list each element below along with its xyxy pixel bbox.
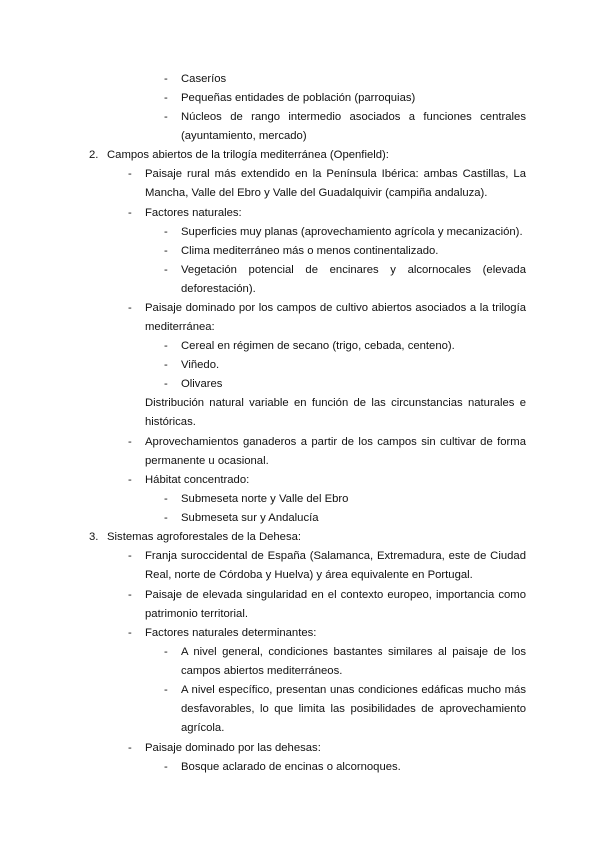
bullet-dash: -: [128, 589, 132, 601]
bullet-dash: -: [128, 742, 132, 754]
bullet-dash: -: [164, 359, 168, 371]
list-item-continuation: (ayuntamiento, mercado): [181, 130, 307, 142]
bullet-dash: -: [128, 436, 132, 448]
bullet-dash: -: [164, 92, 168, 104]
bullet-dash: -: [164, 226, 168, 238]
list-item: Clima mediterráneo más o menos continentalizado.: [181, 245, 439, 257]
list-item: Cereal en régimen de secano (trigo, cebada, centeno).: [181, 340, 455, 352]
bullet-dash: -: [164, 512, 168, 524]
list-item: Factores naturales determinantes:: [145, 627, 317, 639]
bullet-dash: -: [128, 168, 132, 180]
list-item-continuation: permanente u ocasional.: [145, 455, 269, 467]
list-item: Olivares: [181, 378, 223, 390]
list-item: Submeseta norte y Valle del Ebro: [181, 493, 349, 505]
list-item: Superficies muy planas (aprovechamiento agrícola y mecanización).: [181, 226, 523, 238]
list-item: Bosque aclarado de encinas o alcornoques.: [181, 761, 401, 773]
paragraph-continuation: históricas.: [145, 416, 196, 428]
list-item-continuation: agrícola.: [181, 722, 225, 734]
list-item: Paisaje dominado por los campos de cultivo abiertos asociados a la trilogía: [145, 302, 526, 314]
section-heading: Sistemas agroforestales de la Dehesa:: [107, 531, 302, 543]
section-number: 3.: [89, 531, 99, 543]
bullet-dash: -: [164, 378, 168, 390]
bullet-dash: -: [128, 474, 132, 486]
bullet-dash: -: [164, 684, 168, 696]
list-item-continuation: desfavorables, lo que limita las posibilidades de aprovechamiento: [181, 703, 526, 715]
list-item-continuation: patrimonio territorial.: [145, 608, 248, 620]
list-item: Pequeñas entidades de población (parroquias): [181, 92, 416, 104]
paragraph: Distribución natural variable en función de las circunstancias naturales e: [145, 397, 526, 409]
bullet-dash: -: [164, 73, 168, 85]
list-item: Submeseta sur y Andalucía: [181, 512, 319, 524]
bullet-dash: -: [164, 111, 168, 123]
bullet-dash: -: [128, 627, 132, 639]
list-item: Caseríos: [181, 73, 227, 85]
list-item: Paisaje dominado por las dehesas:: [145, 742, 321, 754]
bullet-dash: -: [128, 207, 132, 219]
section-heading: Campos abiertos de la trilogía mediterránea (Openfield):: [107, 149, 389, 161]
list-item: Paisaje rural más extendido en la Península Ibérica: ambas Castillas, La: [145, 168, 526, 180]
list-item-continuation: mediterránea:: [145, 321, 215, 333]
list-item: Núcleos de rango intermedio asociados a funciones centrales: [181, 111, 526, 123]
bullet-dash: -: [164, 264, 168, 276]
list-item: Vegetación potencial de encinares y alcornocales (elevada: [181, 264, 526, 276]
list-item: Viñedo.: [181, 359, 220, 371]
bullet-dash: -: [164, 245, 168, 257]
list-item-continuation: Real, norte de Córdoba y Huelva) y área equivalente en Portugal.: [145, 569, 473, 581]
bullet-dash: -: [164, 761, 168, 773]
list-item: Factores naturales:: [145, 207, 242, 219]
list-item: A nivel general, condiciones bastantes similares al paisaje de los: [181, 646, 526, 658]
list-item: Aprovechamientos ganaderos a partir de los campos sin cultivar de forma: [145, 436, 526, 448]
list-item-continuation: Mancha, Valle del Ebro y Valle del Guadalquivir (campiña andaluza).: [145, 187, 488, 199]
list-item: A nivel específico, presentan unas condiciones edáficas mucho más: [181, 684, 526, 696]
list-item: Paisaje de elevada singularidad en el contexto europeo, importancia como: [145, 589, 526, 601]
list-item-continuation: deforestación).: [181, 283, 256, 295]
list-item: Franja suroccidental de España (Salamanca, Extremadura, este de Ciudad: [145, 550, 526, 562]
bullet-dash: -: [164, 340, 168, 352]
bullet-dash: -: [164, 646, 168, 658]
bullet-dash: -: [128, 302, 132, 314]
bullet-dash: -: [164, 493, 168, 505]
list-item: Hábitat concentrado:: [145, 474, 250, 486]
list-item-continuation: campos abiertos mediterráneos.: [181, 665, 343, 677]
bullet-dash: -: [128, 550, 132, 562]
section-number: 2.: [89, 149, 99, 161]
